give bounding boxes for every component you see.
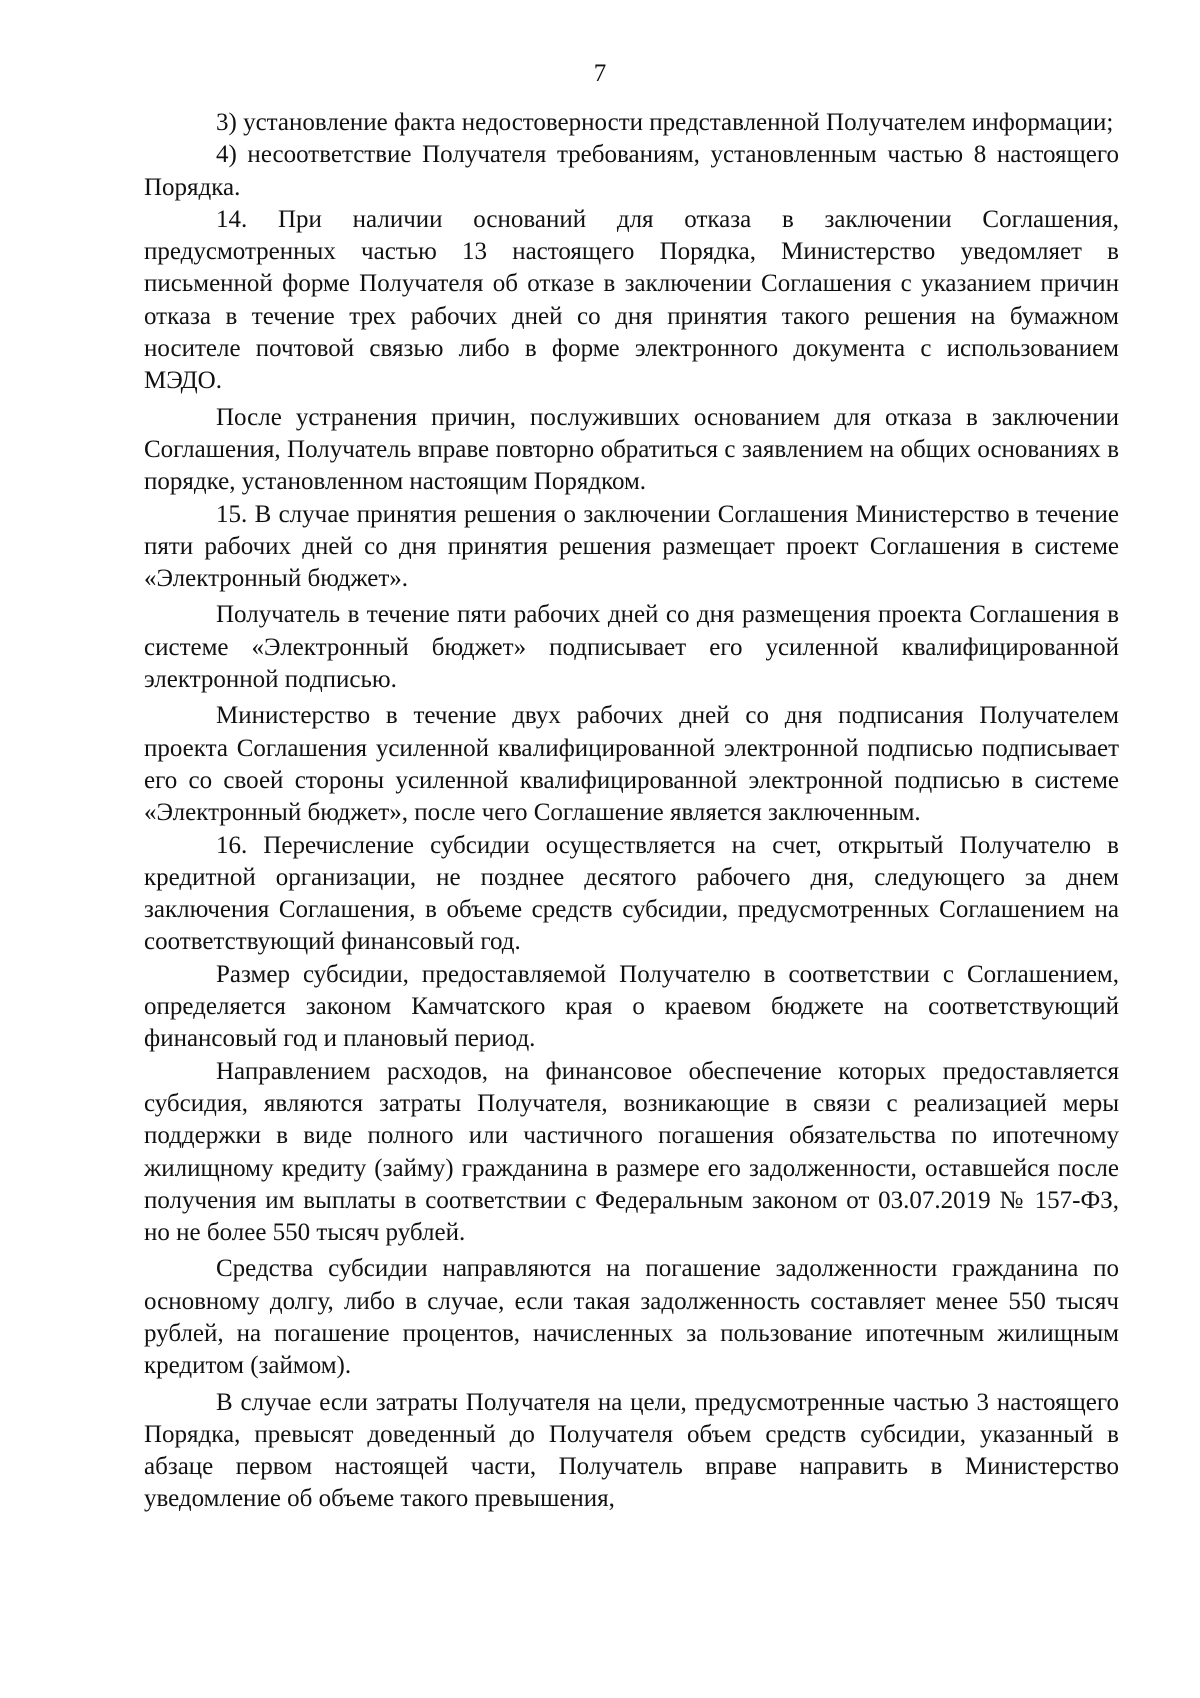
paragraph-item-3: 3) установление факта недостоверности представленной Получателем информации;: [216, 109, 1114, 136]
page-number: 7: [593, 60, 607, 87]
paragraph-section-15: 15. В случае принятия решения о заключении Соглашения Министерство в течение пяти рабочих дней со дня принятия решения размещает проект Соглашения в системе «Электронный бюджет».: [144, 500, 1119, 593]
paragraph-after-elimination: После устранения причин, послуживших основанием для отказа в заключении Соглашения, Получатель вправе повторно обратиться с заявлением на общих основаниях в порядке, установленном настоящим Порядком.: [144, 403, 1119, 496]
paragraph-excess-costs: В случае если затраты Получателя на цели, предусмотренные частью 3 настоящего Порядка, превысят доведенный до Получателя объем средств субсидии, указанный в абзаце первом настоящей части, Получатель вправе направить в Министерство уведомление об объеме такого превышения,: [144, 1388, 1119, 1513]
paragraph-subsidy-size: Размер субсидии, предоставляемой Получателю в соответствии с Соглашением, определяется законом Камчатского края о краевом бюджете на соответствующий финансовый год и плановый период.: [144, 960, 1119, 1053]
document-body: [144, 107, 1119, 1516]
paragraph-section-16: 16. Перечисление субсидии осуществляется на счет, открытый Получателю в кредитной организации, не позднее десятого рабочего дня, следующего за днем заключения Соглашения, в объеме средств субсидии, предусмотренных Соглашением на соответствующий финансовый год.: [144, 831, 1119, 956]
paragraph-section-14: 14. При наличии оснований для отказа в заключении Соглашения, предусмотренных частью 13 настоящего Порядка, Министерство уведомляет в письменной форме Получателя об отказе в заключении Соглашения с указанием причин отказа в течение трех рабочих дней со дня принятия такого решения на бумажном носителе почтовой связью либо в форме электронного документа с использованием МЭДО.: [144, 205, 1119, 395]
paragraph-ministry-signing: Министерство в течение двух рабочих дней со дня подписания Получателем проекта Соглашения усиленной квалифицированной электронной подписью подписывает его со своей стороны усиленной квалифицированной электронной подписью в системе «Электронный бюджет», после чего Соглашение является заключенным.: [144, 702, 1119, 827]
paragraph-recipient-signing: Получатель в течение пяти рабочих дней со дня размещения проекта Соглашения в системе «Электронный бюджет» подписывает его усиленной квалифицированной электронной подписью.: [144, 601, 1119, 694]
paragraph-item-4: 4) несоответствие Получателя требованиям, установленным частью 8 настоящего Порядка.: [144, 141, 1119, 201]
paragraph-subsidy-funds: Средства субсидии направляются на погашение задолженности гражданина по основному долгу, либо в случае, если такая задолженность составляет менее 550 тысяч рублей, на погашение процентов, начисленных за пользование ипотечным жилищным кредитом (займом).: [144, 1255, 1119, 1380]
paragraph-expense-direction: Направлением расходов, на финансовое обеспечение которых предоставляется субсидия, являются затраты Получателя, возникающие в связи с реализацией меры поддержки в виде полного или частичного погашения обязательства по ипотечному жилищному кредиту (займу) гражданина в размере его задолженности, оставшейся после получения им выплаты в соответствии с Федеральным законом от 03.07.2019 № 157-ФЗ, но не более 550 тысяч рублей.: [144, 1057, 1119, 1247]
